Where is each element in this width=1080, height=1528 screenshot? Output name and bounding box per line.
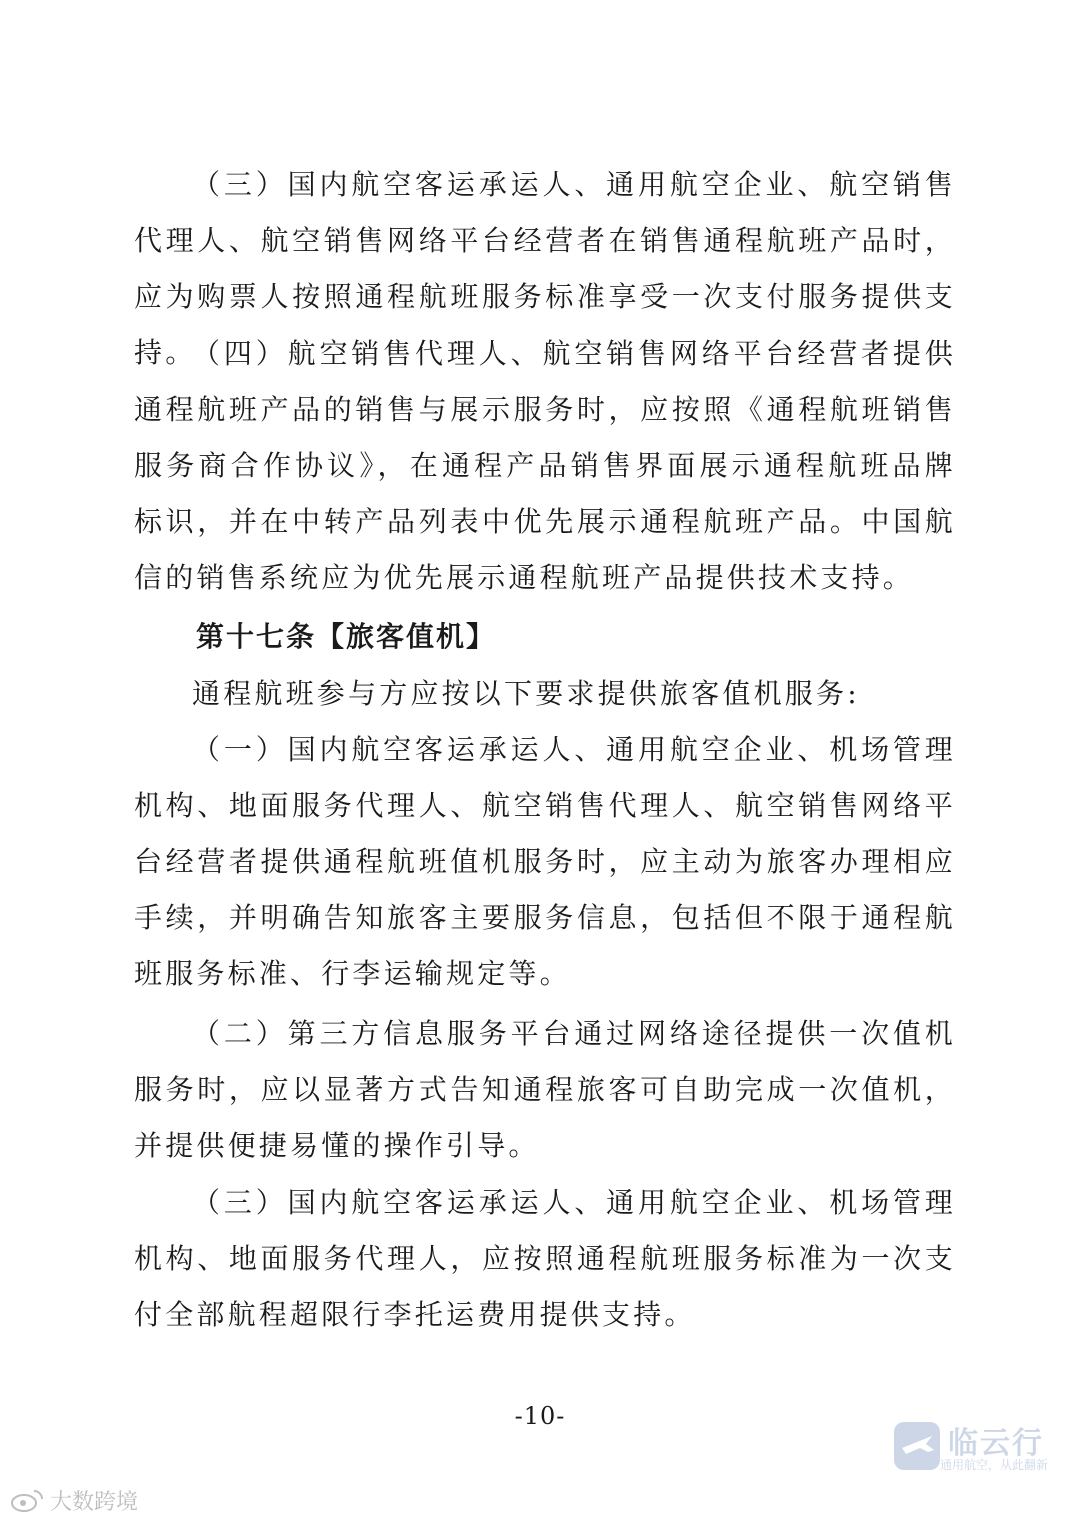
article-item-1: （一）国内航空客运承运人、通用航空企业、机场管理机构、地面服务代理人、航空销售代理人、航空销售网络平台经营者提供通程航班值机服务时，应主动为旅客办理相应手续，并明确告知旅客主要服务信息，包括但不限于通程航班服务标准、行李运输规定等。 (134, 733, 956, 990)
article-intro: 通程航班参与方应按以下要求提供旅客值机服务: (192, 677, 860, 710)
watermark-left-text: 大数跨境 (50, 1489, 139, 1515)
paragraph-3: （三）国内航空客运承运人、通用航空企业、航空销售代理人、航空销售网络平台经营者在销售通程航班产品时，应为购票人按照通程航班服务标准享受一次支付服务提供支持。 (134, 168, 956, 369)
watermark-right-title: 临云行 (948, 1426, 1044, 1461)
paragraph-4: （四）航空销售代理人、航空销售网络平台经营者提供通程航班产品的销售与展示服务时，应按照《通程航班销售服务商合作协议》，在通程产品销售界面展示通程航班品牌标识，并在中转产品列表中优先展示通程航班产品。中国航信的销售系统应为优先展示通程航班产品提供技术支持。 (134, 337, 956, 594)
watermark-left (10, 1478, 138, 1522)
watermark-right-subtitle: 通用航空，从此翻新 (940, 1458, 1049, 1472)
watermark-right (892, 1418, 1062, 1478)
page-number: -10- (514, 1402, 566, 1430)
article-item-3: （三）国内航空客运承运人、通用航空企业、机场管理机构、地面服务代理人，应按照通程航班服务标准为一次支付全部航程超限行李托运费用提供支持。 (134, 1186, 956, 1331)
weibo-icon (10, 1487, 44, 1513)
airplane-logo-icon (892, 1418, 942, 1474)
article-item-2: （二）第三方信息服务平台通过网络途径提供一次值机服务时，应以显著方式告知通程旅客可自助完成一次值机，并提供便捷易懂的操作引导。 (134, 1017, 956, 1162)
article-heading: 第十七条【旅客值机】 (196, 620, 497, 653)
